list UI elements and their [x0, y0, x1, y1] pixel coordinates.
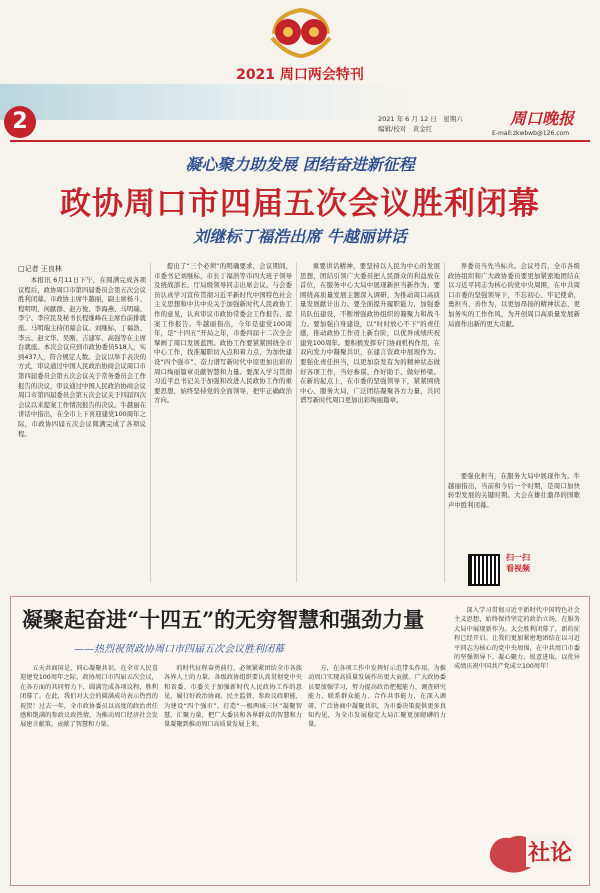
editorial-label: 社论	[526, 836, 574, 867]
article-paragraph: 界委员当先当标兵。会议号召，全市各级政协组织和广大政协委员要更加紧密地团结在以习近平同志为核心的党中央周围，在中共周口市委的坚强领导下，不忘初心、牢记使命，勇担当、善作为，以更加昂扬的精神状态、更加务实的工作作风，为开创周口高质量发展新局面作出新的更大贡献。	[448, 262, 580, 328]
article-byline: □记者 王良林	[18, 265, 62, 273]
header-rule	[10, 140, 590, 142]
article-paragraph: 重要讲话精神，要坚持以人民为中心的发展思想，团结引领广大委员把人民群众的利益放在首位，在服务中心大局中展现新担当新作为。要围绕高质量发展主题深入调研，为推动周口高质量发展献计出力。要全面提升履职能力，加强委员队伍建设，不断增强政协组织的凝聚力和战斗力。要加强自身建设，以“时时放心不下”的责任感，推动政协工作迈上新台阶，以优异成绩庆祝建党100周年。要积极发挥专门协商机构作用，在双向发力中凝聚共识，在建言资政中展现作为。要强化责任担当，以更加奋发有为的精神状态做好各项工作，当好参谋、作好助手、做好桥梁。在新的起点上，在市委的坚强领导下，紧紧围绕中心、服务大局，广泛团结凝聚各方力量，共同谱写新时代周口更加出彩绚丽篇章。	[300, 262, 440, 405]
editorial-paragraph: 的时代征程奋勇前行，必须紧紧团结全市各族各界人士的力量。各级政协组织要认真贯彻党中央和省委、市委关于加强新时代人民政协工作的意见，履行好政治协商、民主监督、参政议政职能，为建设“四个强市”、打造“一极两城三区”凝聚智慧、汇聚力量，把广大委员和各界群众的智慧和力量凝聚到推动周口高质量发展上来。	[164, 665, 302, 729]
main-headline: 政协周口市四届五次会议胜利闭幕	[60, 186, 540, 222]
editorial-column-1	[20, 664, 158, 874]
editorial-title: 凝聚起奋进“十四五”的无穷智慧和强劲力量	[22, 607, 425, 632]
article-paragraph: 本报讯 6月11日下午，在圆满完成各项议程后，政协周口市第四届委员会第五次会议胜利闭幕。市政协主席牛越丽，副主席杨斗、程明明、何献群、赵万俊、李海燕、马明瑞、李宁、李应民及秘书长程继峰在主席台前排就座。马明瑞主持闭幕会议。刘继标、丁福浩、李云、赵文华、吴刚、吉建军、高强等在主席台就座。本次会议应到市政协委员518人，实到437人，符合规定人数。会议以举手表决的方式，审议通过中国人民政治协商会议周口市第四届委员会第五次会议关于常务委员会工作报告的决议，审议通过中国人民政治协商会议周口市第四届委员会第五次会议关于四届四次会议以来提案工作情况报告的决议。牛越丽在讲话中指出，在全市上下喜迎建党100周年之际，市政协四届五次会议圆满完成了各项议程。	[18, 276, 146, 438]
article-paragraph: 要强化担当，在服务大局中展现作为。牛越丽指出，当前和今后一个时期，是周口加快转型发展的关键时期。大会在雄壮激昂的国歌声中胜利闭幕。	[448, 472, 580, 509]
cppcc-emblem-icon	[266, 4, 336, 58]
editorial-paragraph: 方，在各项工作中发挥好示范带头作用，为推动周口实现高质量发展作出更大贡献。广大政协委员要加强学习，努力提高政治把握能力、调查研究能力、联系群众能力、合作共事能力，在深入调研、广泛协商中凝聚共识，为市委决策提供更多真知灼见，为全市发展稳定大局汇聚更加磅礴的力量。	[308, 665, 446, 729]
article-column-4	[448, 262, 580, 462]
sub-headline: 刘继标丁福浩出席 牛越丽讲话	[193, 227, 407, 246]
issue-date: 2021 年 6 月 12 日 星期六	[378, 115, 463, 123]
editorial-column-4	[454, 606, 580, 806]
page-number: 2	[4, 106, 36, 138]
article-column-2	[154, 262, 292, 582]
editorial-paragraph: 深入学习贯彻习近平新时代中国特色社会主义思想，始终保持坚定的政治立场，在服务大局中展现新作为。大会胜利闭幕了，新的征程已经开启。让我们更加紧密地团结在以习近平同志为核心的党中央周围，在中共周口市委的坚强领导下，凝心聚力、锐意进取，以优异成绩庆祝中国共产党成立100周年！	[454, 607, 580, 671]
headline-kicker: 凝心聚力助发展 团结奋进新征程	[185, 155, 415, 174]
editorial-subtitle: ——热烈祝贺政协周口市四届五次会议胜利闭幕	[74, 644, 284, 655]
special-issue-title: 2021 周口两会特刊	[236, 67, 364, 83]
issue-meta	[378, 114, 463, 134]
column-divider	[444, 262, 445, 582]
contact-email: E-mail:zkwbwb@126.com	[492, 130, 570, 137]
qr-label: 扫一扫看视频	[506, 553, 530, 573]
qr-code-icon[interactable]	[468, 554, 500, 586]
editorial-paragraph: 五天共商国是，同心凝聚共识。在全市人民喜迎建党100周年之际，政协周口市四届五次会议，在各方面的共同努力下，圆满完成各项议程，胜利闭幕了。在此，我们对大会的圆满成功表示热烈的祝贺！过去一年，全市政协委员以高度的政治责任感和饱满的参政议政热情，为推动周口经济社会发展建言献策，贡献了智慧和力量。	[20, 665, 158, 729]
editorial-column-3	[308, 664, 446, 874]
article-column-3	[300, 262, 440, 582]
editorial-column-2	[164, 664, 302, 874]
article-paragraph: 提出了“三个必须”的明确要求，会议期间，市委书记刘继标，市长丁福浩等市四大班子领导及统战部长、厅局级领导同志出席会议。与会委员认真学习宣传贯彻习近平新时代中国特色社会主义思想和中共中央关于加强新时代人民政协工作的意见，认真审议市政协常委会工作报告、提案工作报告。牛越丽指出，今年是建党100周年，是“十四五”开局之年，市委四届十二次全会擘画了周口发展蓝图。政协工作要紧紧围绕全市中心工作，找准履职切入点和着力点，为加快建设“四个强市”、奋力谱写新时代中原更加出彩的周口绚丽篇章贡献智慧和力量。要深入学习贯彻习近平总书记关于加强和改进人民政协工作的重要思想，始终坚持党的全面领导，把牢正确政治方向。	[154, 262, 292, 405]
article-column-1	[18, 276, 146, 576]
column-divider	[150, 262, 151, 582]
issue-editor: 编辑/校对 黄金红	[378, 125, 433, 133]
column-divider	[296, 262, 297, 582]
newspaper-logo: 周口晚报	[510, 109, 575, 128]
